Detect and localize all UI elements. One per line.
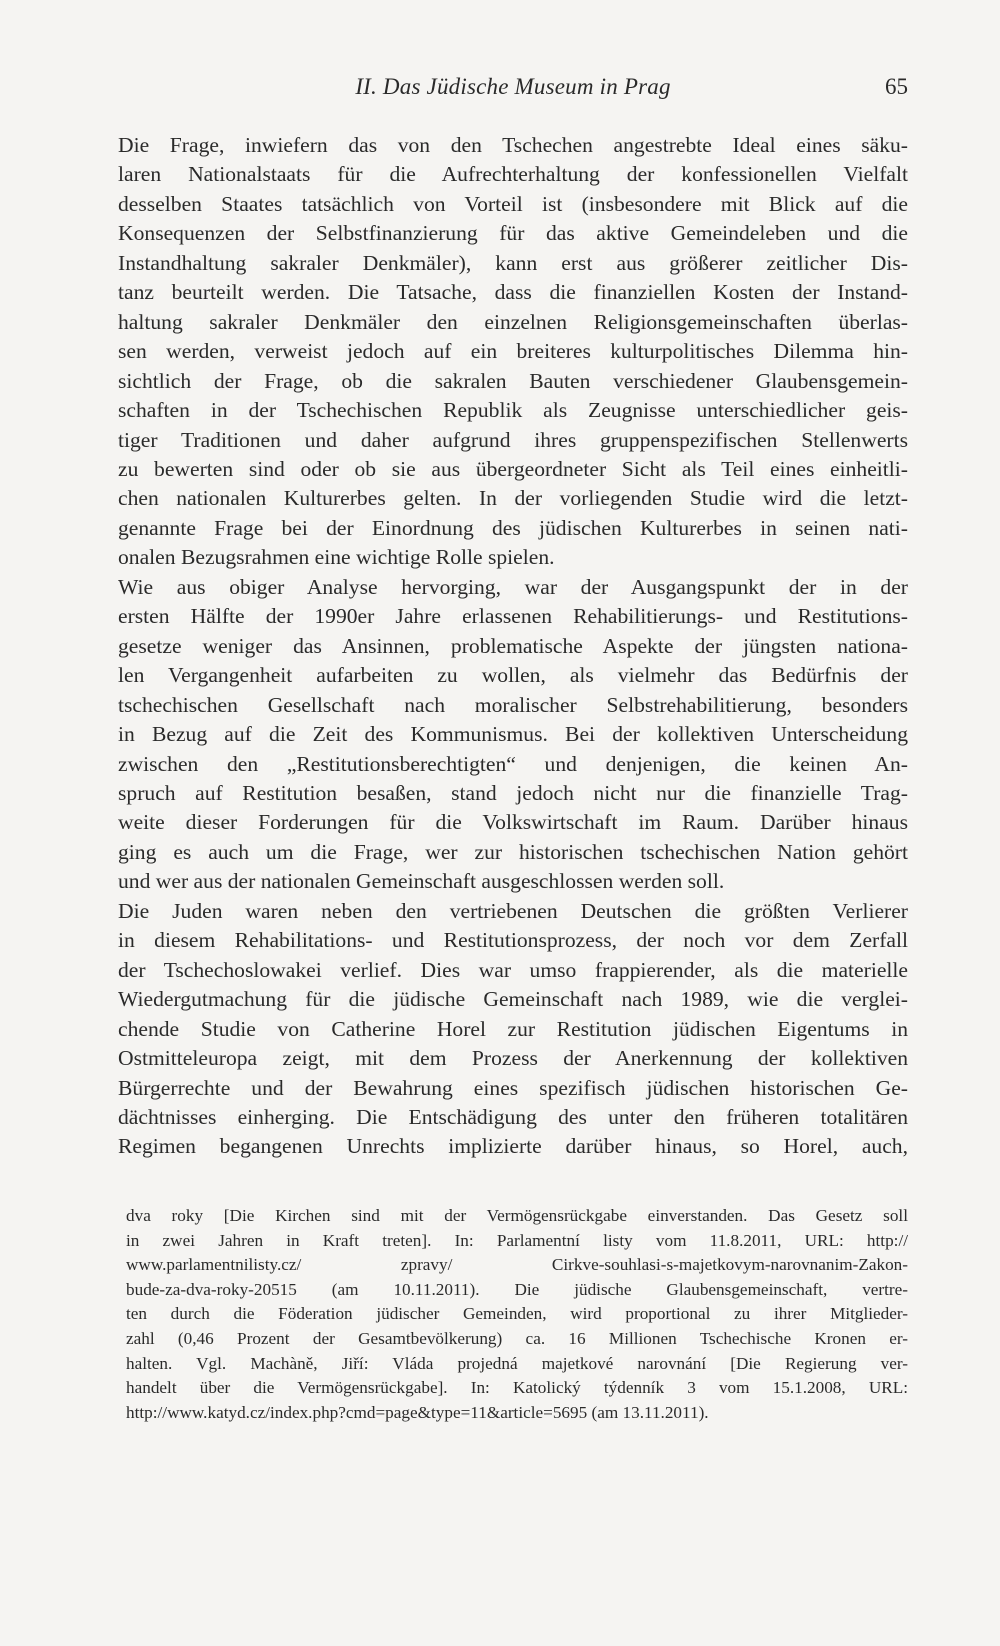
text-line: Wie aus obiger Analyse hervorging, war der Ausgangspunkt der in der <box>118 574 908 599</box>
text-line: dächtnisses einherging. Die Entschädigung des unter den früheren totalitären <box>118 1104 908 1129</box>
text-line: len Vergangenheit aufarbeiten zu wollen, als vielmehr das Bedürfnis der <box>118 663 908 688</box>
text-line: zu bewerten sind oder ob sie aus übergeordneter Sicht als Teil eines einheitli- <box>118 456 908 481</box>
text-line: zwischen den „Restitutionsberechtigten“ und denjenigen, die keinen An- <box>118 751 908 776</box>
text-line: onalen Bezugsrahmen eine wichtige Rolle spielen. <box>118 545 555 570</box>
text-line: tiger Traditionen und daher aufgrund ihres gruppenspezifischen Stellenwerts <box>118 427 908 452</box>
footnote-line: bude-za-dva-roky-20515 (am 10.11.2011). Die jüdische Glaubensgemeinschaft, vertre- <box>126 1279 908 1299</box>
text-line: chende Studie von Catherine Horel zur Restitution jüdischen Eigentums in <box>118 1016 908 1041</box>
text-line: desselben Staates tatsächlich von Vorteil ist (insbesondere mit Blick auf die <box>118 191 908 216</box>
text-line: in Bezug auf die Zeit des Kommunismus. Bei der kollektiven Unterscheidung <box>118 722 908 747</box>
paragraph-1 <box>118 131 908 573</box>
footnote-line: halten. Vgl. Machàně, Jiří: Vláda projedná majetkové narovnání [Die Regierung ver- <box>126 1353 908 1373</box>
text-line: sen werden, verweist jedoch auf ein breiteres kulturpolitisches Dilemma hin- <box>118 339 908 364</box>
text-line: tanz beurteilt werden. Die Tatsache, dass die finanziellen Kosten der Instand- <box>118 280 908 305</box>
text-line: Wiedergutmachung für die jüdische Gemeinschaft nach 1989, wie die verglei- <box>118 987 908 1012</box>
page-header <box>118 74 908 108</box>
body-text <box>118 131 908 1162</box>
text-line: sichtlich der Frage, ob die sakralen Bauten verschiedener Glaubensgemein- <box>118 368 908 393</box>
text-line: ersten Hälfte der 1990er Jahre erlassenen Rehabilitierungs- und Restitutions- <box>118 604 908 629</box>
footnote-block <box>118 1204 908 1425</box>
text-line: Ostmitteleuropa zeigt, mit dem Prozess der Anerkennung der kollektiven <box>118 1046 908 1071</box>
text-line: weite dieser Forderungen für die Volkswirtschaft im Raum. Darüber hinaus <box>118 810 908 835</box>
footnote-line: www.parlamentnilisty.cz/ zpravy/ Cirkve-souhlasi-s-majetkovym-narovnanim-Zakon- <box>126 1255 908 1275</box>
text-line: haltung sakraler Denkmäler den einzelnen Religionsgemeinschaften überlas- <box>118 309 908 334</box>
footnote-line: handelt über die Vermögensrückgabe]. In: Katolický týdenník 3 vom 15.1.2008, URL: <box>126 1378 908 1398</box>
running-title: II. Das Jüdische Museum in Prag <box>355 74 671 99</box>
text-line: genannte Frage bei der Einordnung des jüdischen Kulturerbes in seinen nati- <box>118 515 908 540</box>
page-number: 65 <box>885 74 908 99</box>
text-line: Die Juden waren neben den vertriebenen Deutschen die größten Verlierer <box>118 898 908 923</box>
paragraph-2 <box>118 573 908 897</box>
text-line: Instandhaltung sakraler Denkmäler), kann erst aus größerer zeitlicher Dis- <box>118 250 908 275</box>
footnote-line: http://www.katyd.cz/index.php?cmd=page&type=11&article=5695 (am 13.11.2011). <box>126 1402 709 1422</box>
text-line: gesetze weniger das Ansinnen, problematische Aspekte der jüngsten nationa- <box>118 633 908 658</box>
paragraph-3 <box>118 897 908 1162</box>
text-line: Bürgerrechte und der Bewahrung eines spezifisch jüdischen historischen Ge- <box>118 1075 908 1100</box>
text-line: und wer aus der nationalen Gemeinschaft ausgeschlossen werden soll. <box>118 869 725 894</box>
footnote <box>118 1204 908 1425</box>
text-line: der Tschechoslowakei verlief. Dies war umso frappierender, als die materielle <box>118 957 908 982</box>
text-line: Konsequenzen der Selbstfinanzierung für das aktive Gemeindeleben und die <box>118 221 908 246</box>
text-line: Regimen begangenen Unrechts implizierte darüber hinaus, so Horel, auch, <box>118 1134 908 1159</box>
text-line: chen nationalen Kulturerbes gelten. In der vorliegenden Studie wird die letzt- <box>118 486 908 511</box>
footnote-line: in zwei Jahren in Kraft treten]. In: Parlamentní listy vom 11.8.2011, URL: http:// <box>126 1230 908 1250</box>
text-line: Die Frage, inwiefern das von den Tschechen angestrebte Ideal eines säku- <box>118 133 908 157</box>
text-line: in diesem Rehabilitations- und Restitutionsprozess, der noch vor dem Zerfall <box>118 928 908 953</box>
text-line: laren Nationalstaats für die Aufrechterhaltung der konfessionellen Vielfalt <box>118 162 908 187</box>
footnote-line: dva roky [Die Kirchen sind mit der Vermögensrückgabe einverstanden. Das Gesetz soll <box>126 1206 908 1225</box>
footnote-line: ten durch die Föderation jüdischer Gemeinden, wird proportional zu ihrer Mitglieder- <box>126 1304 908 1324</box>
footnote-line: zahl (0,46 Prozent der Gesamtbevölkerung) ca. 16 Millionen Tschechische Kronen er- <box>126 1328 908 1348</box>
text-line: tschechischen Gesellschaft nach moralischer Selbstrehabilitierung, besonders <box>118 692 908 717</box>
text-line: ging es auch um die Frage, wer zur historischen tschechischen Nation gehört <box>118 839 908 864</box>
text-line: schaften in der Tschechischen Republik als Zeugnisse unterschiedlicher geis- <box>118 398 908 423</box>
text-line: spruch auf Restitution besaßen, stand jedoch nicht nur die finanzielle Trag- <box>118 780 908 805</box>
